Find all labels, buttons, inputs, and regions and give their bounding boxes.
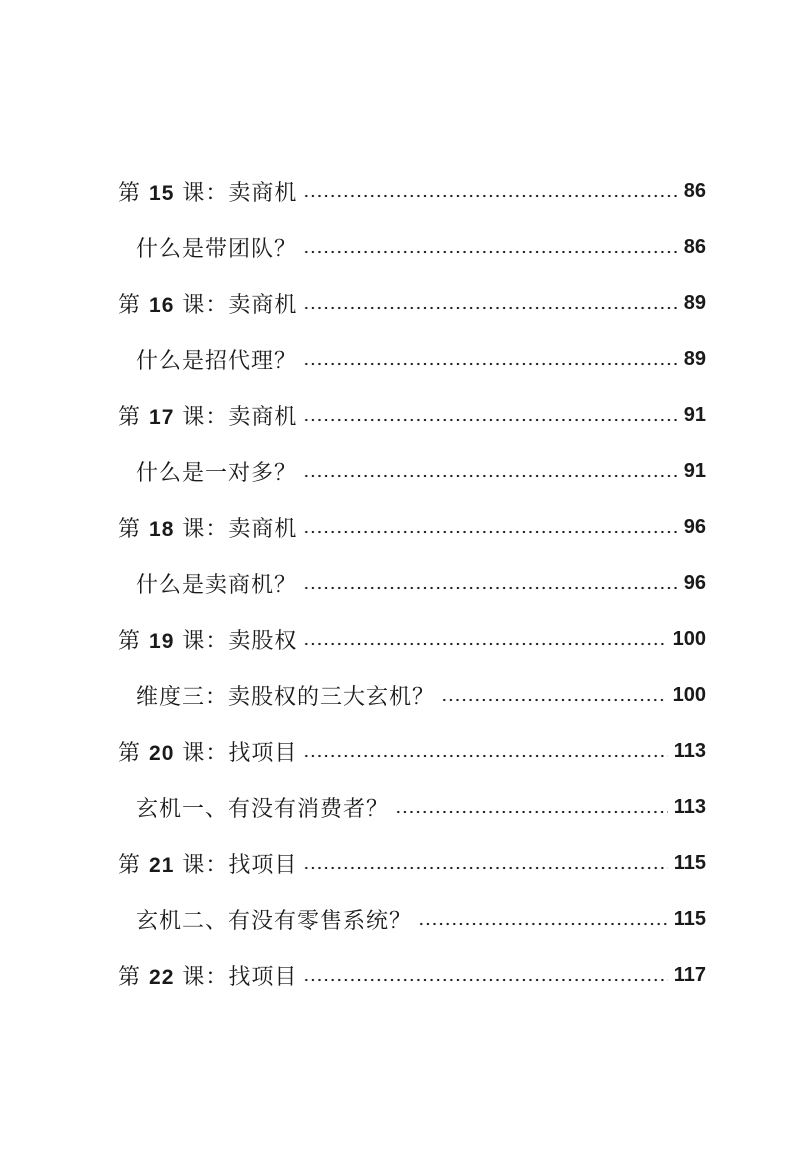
lesson-name: 课：找项目 (182, 964, 298, 990)
page-number: 86 (683, 179, 706, 202)
lesson-number: 22 (149, 965, 175, 989)
toc-entry-subitem[interactable] (0, 667, 801, 723)
page-number: 115 (673, 851, 706, 874)
lesson-prefix: 第 (118, 180, 142, 206)
page-number: 96 (683, 515, 706, 538)
toc-entry-lesson-18[interactable] (0, 499, 801, 555)
dot-leader (441, 698, 667, 702)
lesson-prefix: 第 (118, 740, 142, 766)
lesson-prefix: 第 (118, 404, 142, 430)
lesson-name: 课：找项目 (182, 852, 298, 878)
toc-entry-lesson-22[interactable] (0, 947, 801, 1003)
toc-entry-title (118, 512, 297, 543)
dot-leader (395, 810, 668, 814)
toc-entry-lesson-17[interactable] (0, 387, 801, 443)
toc-entry-title (118, 400, 297, 431)
page-number: 100 (672, 627, 706, 650)
dot-leader (303, 474, 678, 478)
page-number: 100 (672, 683, 706, 706)
page-number: 91 (683, 459, 706, 482)
page-number: 96 (683, 571, 706, 594)
toc-entry-title: 玄机二、有没有零售系统？ (136, 908, 413, 934)
toc-entry-subitem[interactable] (0, 443, 801, 499)
lesson-prefix: 第 (118, 628, 142, 654)
dot-leader (303, 194, 677, 198)
lesson-prefix: 第 (118, 516, 142, 542)
dot-leader (303, 754, 667, 758)
lesson-number: 16 (149, 293, 175, 317)
page-number: 89 (683, 347, 706, 370)
toc-entry-lesson-19[interactable] (0, 611, 801, 667)
toc-entry-subitem[interactable] (0, 779, 801, 835)
dot-leader (303, 530, 677, 534)
toc-entry-title (118, 848, 297, 879)
toc-entry-title (118, 288, 297, 319)
toc-entry-title: 维度三：卖股权的三大玄机？ (136, 684, 436, 710)
dot-leader (303, 306, 677, 310)
toc-entry-title: 什么是带团队？ (136, 236, 298, 262)
toc-entry-title: 玄机一、有没有消费者？ (136, 796, 390, 822)
page-number: 113 (673, 795, 706, 818)
dot-leader (303, 642, 666, 646)
lesson-name: 课：卖商机 (182, 404, 298, 430)
dot-leader (303, 866, 667, 870)
page-number: 113 (673, 739, 706, 762)
toc-entry-title (118, 176, 297, 207)
lesson-prefix: 第 (118, 852, 142, 878)
toc-entry-subitem[interactable] (0, 331, 801, 387)
toc-entry-lesson-15[interactable] (0, 163, 801, 219)
dot-leader (303, 978, 667, 982)
toc-entry-lesson-21[interactable] (0, 835, 801, 891)
toc-entry-subitem[interactable] (0, 891, 801, 947)
dot-leader (303, 250, 678, 254)
lesson-name: 课：卖商机 (182, 180, 298, 206)
lesson-number: 19 (149, 629, 175, 653)
dot-leader (303, 362, 678, 366)
toc-entry-subitem[interactable] (0, 219, 801, 275)
lesson-number: 20 (149, 741, 175, 765)
lesson-name: 课：卖商机 (182, 516, 298, 542)
lesson-name: 课：卖商机 (182, 292, 298, 318)
lesson-name: 课：找项目 (182, 740, 298, 766)
toc-entry-title (118, 624, 297, 655)
lesson-number: 17 (149, 405, 175, 429)
toc-entry-title (118, 960, 297, 991)
page-number: 89 (683, 291, 706, 314)
dot-leader (303, 586, 678, 590)
toc-entry-subitem[interactable] (0, 555, 801, 611)
lesson-prefix: 第 (118, 292, 142, 318)
toc-entry-title (118, 736, 297, 767)
lesson-number: 15 (149, 181, 175, 205)
lesson-number: 21 (149, 853, 175, 877)
table-of-contents (0, 163, 801, 1003)
page-number: 86 (683, 235, 706, 258)
lesson-prefix: 第 (118, 964, 142, 990)
dot-leader (303, 418, 677, 422)
page-number: 117 (673, 963, 706, 986)
toc-entry-title: 什么是卖商机？ (136, 572, 298, 598)
toc-entry-lesson-16[interactable] (0, 275, 801, 331)
lesson-name: 课：卖股权 (182, 628, 298, 654)
toc-entry-lesson-20[interactable] (0, 723, 801, 779)
toc-entry-title: 什么是招代理？ (136, 348, 298, 374)
toc-entry-title: 什么是一对多？ (136, 460, 298, 486)
page-number: 91 (683, 403, 706, 426)
lesson-number: 18 (149, 517, 175, 541)
page-number: 115 (673, 907, 706, 930)
dot-leader (418, 922, 668, 926)
